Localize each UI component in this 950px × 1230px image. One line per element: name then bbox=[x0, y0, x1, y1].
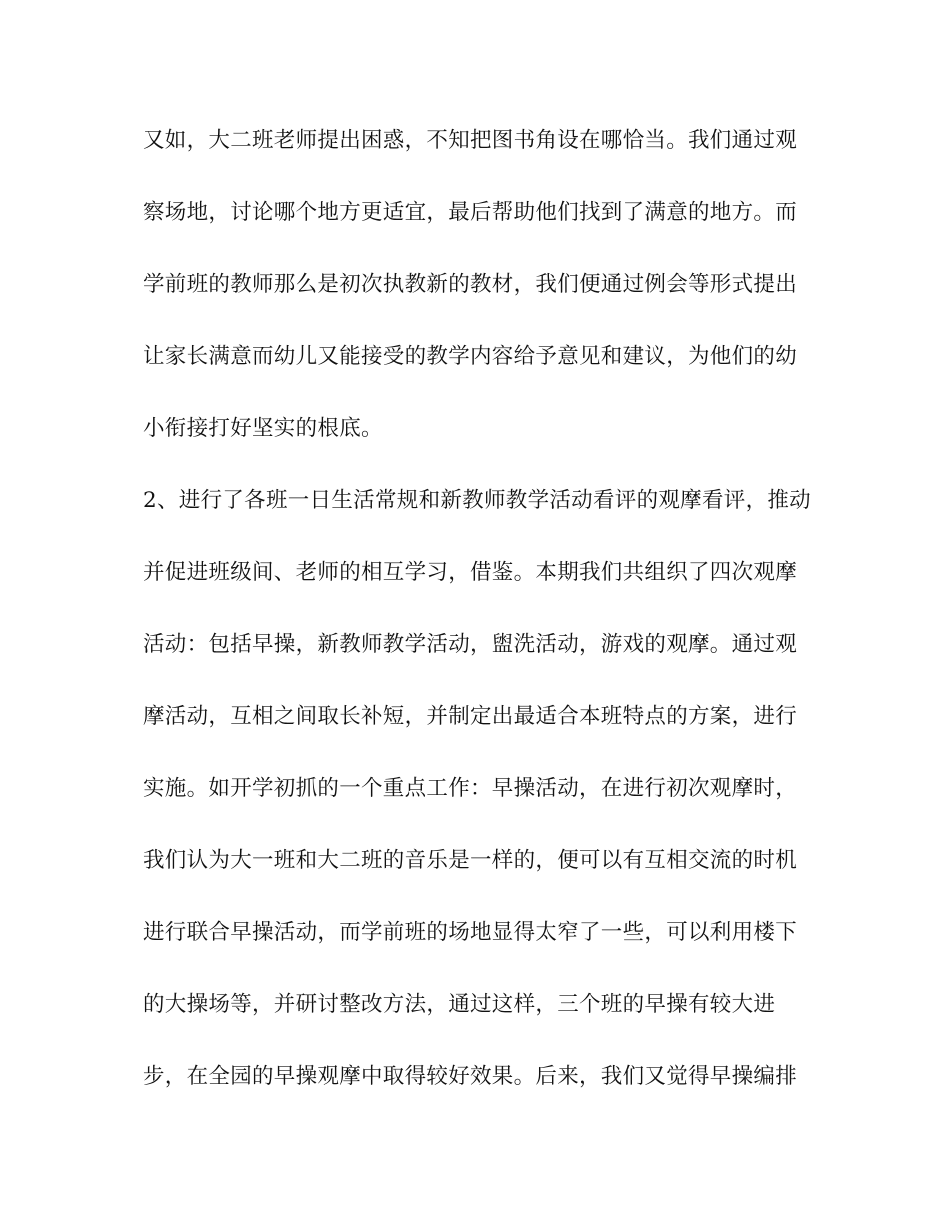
paragraph-line: 实施。如开学初抓的一个重点工作：早操活动，在进行初次观摩时， bbox=[143, 776, 798, 801]
paragraph-line: 步，在全园的早操观摩中取得较好效果。后来，我们又觉得早操编排 bbox=[143, 1064, 798, 1089]
paragraph-line: 的大操场等，并研讨整改方法，通过这样，三个班的早操有较大进 bbox=[143, 992, 776, 1017]
paragraph-line: 进行联合早操活动，而学前班的场地显得太窄了一些，可以利用楼下 bbox=[143, 920, 798, 945]
paragraph-line: 学前班的教师那么是初次执教新的教材，我们便通过例会等形式提出 bbox=[143, 272, 798, 297]
paragraph-line: 并促进班级间、老师的相互学习，借鉴。本期我们共组织了四次观摩 bbox=[143, 560, 798, 585]
paragraph-line: 摩活动，互相之间取长补短，并制定出最适合本班特点的方案，进行 bbox=[143, 704, 798, 729]
paragraph-line: 活动：包括早操，新教师教学活动，盥洗活动，游戏的观摩。通过观 bbox=[143, 632, 798, 657]
paragraph-line: 又如，大二班老师提出困惑，不知把图书角设在哪恰当。我们通过观 bbox=[143, 128, 798, 153]
paragraph-line: 我们认为大一班和大二班的音乐是一样的，便可以有互相交流的时机 bbox=[143, 848, 798, 873]
paragraph-line: 2、进行了各班一日生活常规和新教师教学活动看评的观摩看评，推动 bbox=[143, 488, 811, 513]
paragraph-line: 察场地，讨论哪个地方更适宜，最后帮助他们找到了满意的地方。而 bbox=[143, 200, 798, 225]
paragraph-line: 让家长满意而幼儿又能接受的教学内容给予意见和建议，为他们的幼 bbox=[143, 344, 798, 369]
paragraph-line: 小衔接打好坚实的根底。 bbox=[143, 416, 383, 441]
